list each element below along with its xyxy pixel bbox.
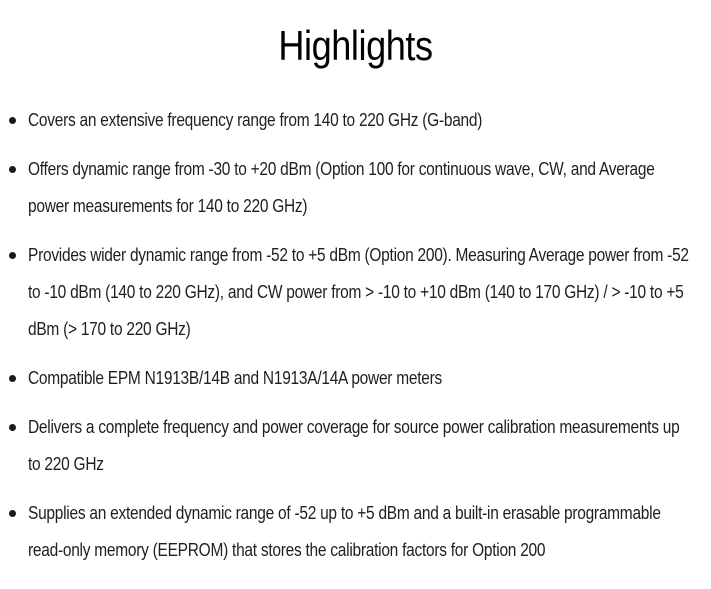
list-item-text: Offers dynamic range from -30 to +20 dBm (Option 100 for continuous wave, CW, and Average power measurements for 140 to 220 GHz)	[28, 159, 655, 216]
bullet-icon	[9, 166, 16, 173]
bullet-icon	[9, 252, 16, 259]
page-title: Highlights	[278, 22, 433, 69]
list-item	[0, 495, 711, 569]
list-item	[0, 237, 711, 348]
list-item	[0, 360, 711, 397]
list-item-text: Delivers a complete frequency and power coverage for source power calibration measurements up to 220 GHz	[28, 417, 680, 474]
list-item-text: Supplies an extended dynamic range of -52 up to +5 dBm and a built-in erasable programmable read-only memory (EEPROM) that stores the calibration factors for Option 200	[28, 503, 661, 560]
list-item	[0, 151, 711, 225]
list-item-text: Compatible EPM N1913B/14B and N1913A/14A power meters	[28, 368, 442, 388]
list-item	[0, 102, 711, 139]
list-item	[0, 409, 711, 483]
highlights-list	[0, 102, 711, 581]
bullet-icon	[9, 424, 16, 431]
list-item-text: Covers an extensive frequency range from 140 to 220 GHz (G-band)	[28, 110, 483, 130]
bullet-icon	[9, 117, 16, 124]
bullet-icon	[9, 510, 16, 517]
list-item-text: Provides wider dynamic range from -52 to +5 dBm (Option 200). Measuring Average power from -52 to -10 dBm (140 to 220 GHz), and CW power from > -10 to +10 dBm (140 to 170 GHz) / > -10 to +5 dBm (> 170 to 220 GHz)	[28, 245, 689, 339]
bullet-icon	[9, 375, 16, 382]
